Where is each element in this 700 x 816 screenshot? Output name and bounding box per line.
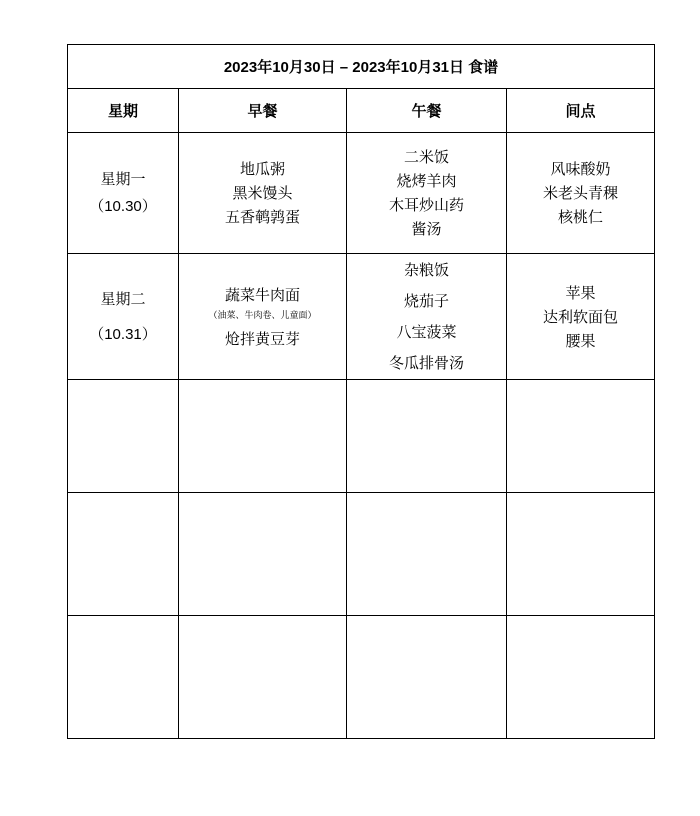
empty-row [68,493,655,616]
table-row [68,254,655,380]
dish: 米老头青稞 [543,184,619,202]
dish-note: （油菜、牛肉卷、儿童面） [208,310,317,321]
empty-cell [347,493,507,616]
day-date: （10.30） [89,198,157,215]
day-name: 星期一 [100,170,146,188]
dish: 腰果 [565,331,596,350]
dish: 达利软面包 [543,307,619,326]
dish: 杂粮饭 [403,260,449,279]
empty-cell [347,380,507,493]
dish: 八宝菠菜 [396,322,457,341]
empty-cell [507,380,655,493]
header-breakfast: 早餐 [179,89,347,133]
lunch-cell [347,254,507,380]
breakfast-cell [179,133,347,254]
lunch-cell [347,133,507,254]
day-name: 星期二 [100,289,146,308]
menu-sheet [67,44,654,739]
snack-cell [507,254,655,380]
dish: 烧茄子 [403,291,449,310]
dish: 蔬菜牛肉面 [224,285,300,304]
empty-cell [179,616,347,739]
dish: 地瓜粥 [239,160,285,178]
day-cell [68,133,179,254]
title-row [68,45,655,89]
dish: 二米饭 [403,148,449,166]
dish: 炝拌黄豆芽 [224,329,300,348]
dish: 木耳炒山药 [388,196,464,214]
dish: 黑米馒头 [232,184,293,202]
empty-cell [347,616,507,739]
header-snack: 间点 [507,89,655,133]
day-cell [68,254,179,380]
dish: 苹果 [565,283,596,302]
menu-title: 2023年10月30日 – 2023年10月31日 食谱 [68,45,655,89]
empty-cell [68,616,179,739]
menu-table [67,44,655,739]
dish: 五香鹌鹑蛋 [224,208,300,226]
empty-row [68,380,655,493]
empty-cell [507,616,655,739]
dish: 冬瓜排骨汤 [388,353,464,372]
breakfast-cell [179,254,347,380]
header-weekday: 星期 [68,89,179,133]
dish: 核桃仁 [558,208,604,226]
empty-cell [68,493,179,616]
day-date: （10.31） [89,325,157,343]
header-row [68,89,655,133]
snack-cell [507,133,655,254]
empty-cell [507,493,655,616]
empty-cell [68,380,179,493]
header-lunch: 午餐 [347,89,507,133]
dish: 风味酸奶 [550,160,611,178]
dish: 酱汤 [411,220,442,238]
empty-row [68,616,655,739]
dish: 烧烤羊肉 [396,172,457,190]
empty-cell [179,493,347,616]
table-row [68,133,655,254]
empty-cell [179,380,347,493]
